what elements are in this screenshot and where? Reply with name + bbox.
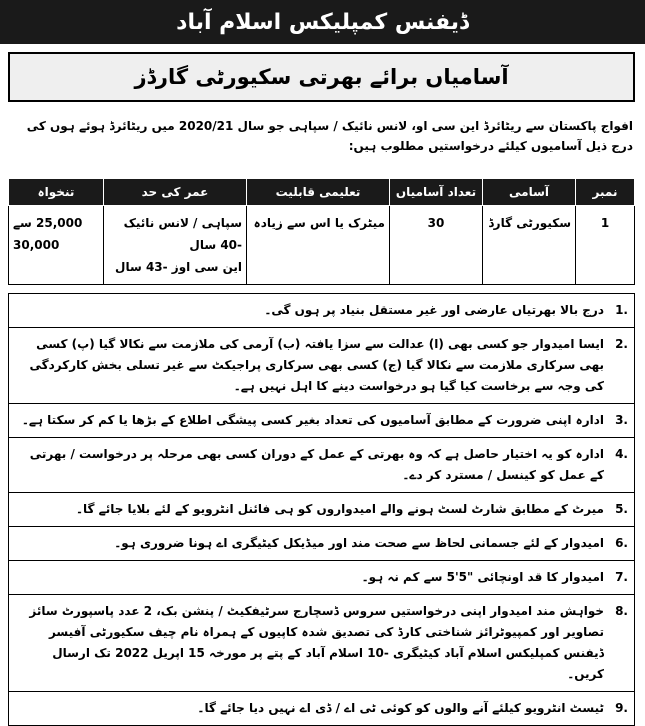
table-row <box>9 206 635 285</box>
cell-number: 1 <box>576 206 635 285</box>
list-item <box>8 561 635 595</box>
deadline-date: 15 اپریل 2022 <box>115 646 205 660</box>
col-header-qualification: تعلیمی قابلیت <box>247 179 390 206</box>
cell-salary <box>9 206 104 285</box>
subtitle-box <box>8 52 635 102</box>
item-text-tail: تک ارسال کریں۔ <box>52 646 604 681</box>
item-number: 6. <box>615 536 628 550</box>
list-item <box>8 328 635 404</box>
item-text: امیدوار کا قد اونچائی "5'5 سے کم نہ ہو۔ <box>361 570 604 584</box>
cell-qualification: میٹرک یا اس سے زیادہ <box>247 206 390 285</box>
item-number: 9. <box>615 701 628 715</box>
age-line-1: سپاہی / لانس نائیک -40 سال <box>123 216 242 252</box>
intro-paragraph: افواج پاکستان سے ریٹائرڈ این سی او، لانس نائیک / سپاہی جو سال 2020/21 میں ریٹائرڈ ہوئے ہوں کی درج ذیل آسامیوں کیلئے درخواستیں مطلوب ہیں: <box>26 119 633 153</box>
list-item <box>8 692 635 726</box>
item-text: درج بالا بھرتیاں عارضی اور غیر مستقل بنیاد پر ہوں گی۔ <box>264 303 604 317</box>
page-title-banner <box>0 0 645 44</box>
item-text: ادارہ اپنی ضرورت کے مطابق آسامیوں کی تعداد بغیر کسی پیشگی اطلاع کے بڑھا یا کم کر سکتا ہے۔ <box>21 413 604 427</box>
table-header-row <box>9 179 635 206</box>
item-number: 4. <box>615 447 628 461</box>
col-header-number: نمبر <box>576 179 635 206</box>
vacancy-table <box>8 178 635 285</box>
list-item <box>8 293 635 328</box>
list-item <box>8 404 635 438</box>
age-line-2: این سی اوز -43 سال <box>115 260 242 274</box>
item-text: امیدوار کے لئے جسمانی لحاظ سے صحت مند اور میڈیکل کیٹیگری اے ہونا ضروری ہو۔ <box>114 536 604 550</box>
cell-count: 30 <box>390 206 483 285</box>
list-item <box>8 595 635 692</box>
list-item <box>8 527 635 561</box>
item-number: 5. <box>615 502 628 516</box>
item-number: 1. <box>615 303 628 317</box>
item-number: 7. <box>615 570 628 584</box>
col-header-count: تعداد آسامیاں <box>390 179 483 206</box>
col-header-salary: تنخواہ <box>9 179 104 206</box>
item-text: ٹیسٹ انٹرویو کیلئے آنے والوں کو کوئی ٹی اے / ڈی اے نہیں دیا جائے گا۔ <box>197 701 604 715</box>
list-item <box>8 493 635 527</box>
list-item <box>8 438 635 493</box>
item-text: ایسا امیدوار جو کسی بھی (ا) عدالت سے سزا یافتہ (ب) آرمی کی ملازمت سے نکالا گیا (پ) کسی بھی سرکاری ملازمت سے نکالا گیا (ج) کسی بھی سرکاری پراجیکٹ سے غیر تسلی بخش کارکردگی کی وجہ سے برخاست کیا گیا ہو درخواست دینے کا اہل نہیں ہے۔ <box>29 337 604 393</box>
salary-from: 25,000 سے <box>13 216 83 230</box>
subtitle: آسامیاں برائے بھرتی سکیورٹی گارڈز <box>134 65 509 89</box>
item-number: 2. <box>615 337 628 351</box>
item-text: ادارہ کو یہ اختیار حاصل ہے کہ وہ بھرتی کے عمل کے دوران کسی بھی مرحلہ پر درخواست / بھرتی کے عمل کو کینسل / مسترد کر دے۔ <box>29 447 604 482</box>
item-text-main: خواہش مند امیدوار اپنی درخواستیں سروس ڈسچارج سرٹیفکیٹ / پنشن بک، 2 عدد پاسپورٹ سائز تصاویر اور کمپیوٹرائز شناختی کارڈ کی تصدیق شدہ کاپیوں کے ہمراہ نام چیف سکیورٹی آفیسر ڈیفنس کمپلیکس اسلام آباد کیٹیگری -10 اسلام آباد کے پتے پر مورخہ <box>29 604 604 660</box>
page-title: ڈیفنس کمپلیکس اسلام آباد <box>176 9 469 35</box>
cell-post: سکیورٹی گارڈ <box>483 206 576 285</box>
item-text: میرٹ کے مطابق شارٹ لسٹ ہونے والے امیدواروں کو ہی فائنل انٹرویو کے لئے بلایا جائے گا۔ <box>75 502 604 516</box>
col-header-post: آسامی <box>483 179 576 206</box>
col-header-age: عمر کی حد <box>104 179 247 206</box>
item-number: 3. <box>615 413 628 427</box>
cell-age <box>104 206 247 285</box>
salary-to: 30,000 <box>13 238 60 252</box>
item-text <box>17 601 604 685</box>
item-number: 8. <box>615 604 628 618</box>
terms-list <box>8 293 635 726</box>
